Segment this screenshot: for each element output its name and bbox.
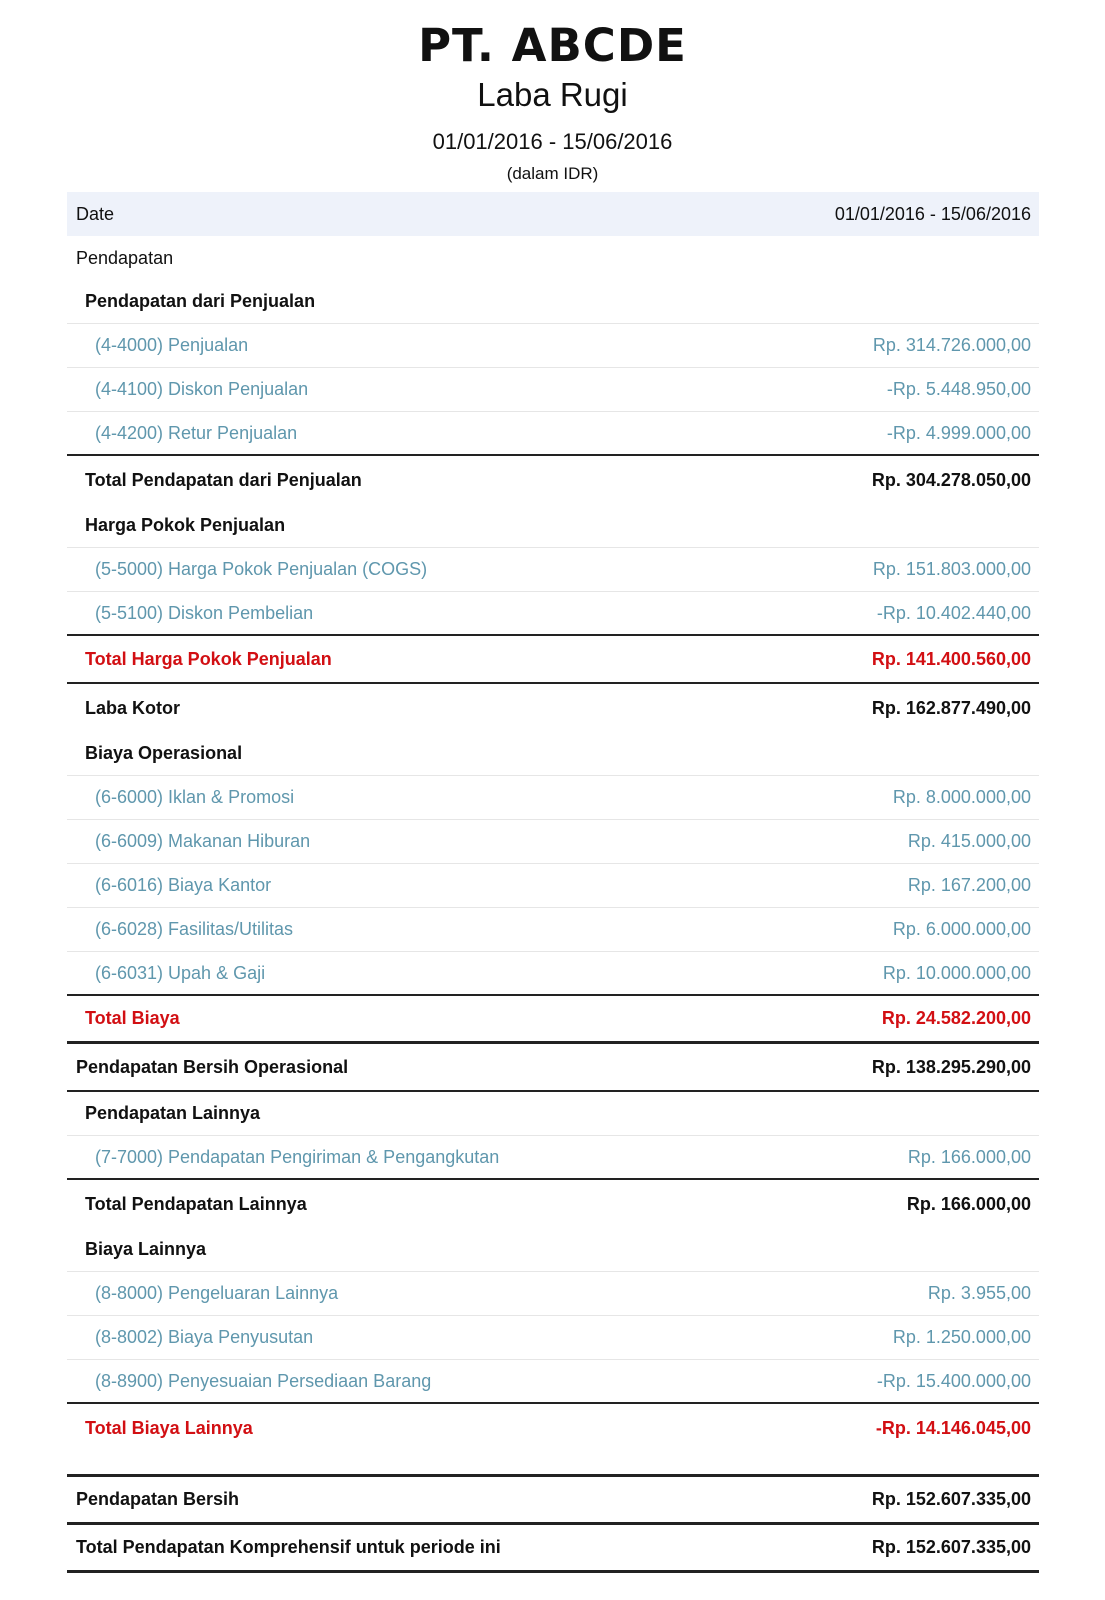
account-link[interactable]: (6-6009) Makanan Hiburan xyxy=(95,831,311,851)
account-row[interactable] xyxy=(67,952,1039,996)
group-pendapatan-penjualan xyxy=(67,280,1039,324)
account-link[interactable]: (8-8900) Penyesuaian Persediaan Barang xyxy=(95,1370,432,1391)
total-label: Total Biaya Lainnya xyxy=(85,1417,253,1438)
account-row[interactable] xyxy=(67,412,1039,456)
total-harga-pokok-penjualan xyxy=(67,636,1039,684)
account-link[interactable]: (4-4200) Retur Penjualan xyxy=(95,422,298,443)
group-harga-pokok-penjualan xyxy=(67,504,1039,548)
account-row[interactable] xyxy=(67,368,1039,412)
group-title: Pendapatan dari Penjualan xyxy=(85,291,316,311)
group-title: Pendapatan Lainnya xyxy=(85,1103,261,1123)
account-row[interactable] xyxy=(67,908,1039,952)
total-komprehensif-label: Total Pendapatan Komprehensif untuk periode ini xyxy=(76,1537,501,1557)
account-link[interactable]: (7-7000) Pendapatan Pengiriman & Pengangkutan xyxy=(95,1146,500,1167)
group-biaya-lainnya xyxy=(67,1228,1039,1272)
account-row[interactable] xyxy=(67,1136,1039,1180)
date-label: Date xyxy=(76,203,115,224)
account-row[interactable] xyxy=(67,1272,1039,1316)
total-pendapatan-penjualan xyxy=(67,456,1039,504)
pendapatan-bersih-operasional-amount: Rp. 138.295.290,00 xyxy=(871,1056,1031,1077)
account-amount: Rp. 1.250.000,00 xyxy=(892,1327,1031,1347)
total-amount: Rp. 304.278.050,00 xyxy=(871,469,1031,490)
account-row[interactable] xyxy=(67,1360,1039,1404)
section-label: Pendapatan xyxy=(76,247,174,268)
pendapatan-bersih-operasional-label: Pendapatan Bersih Operasional xyxy=(76,1056,349,1077)
laba-kotor-label: Laba Kotor xyxy=(85,697,181,718)
account-row[interactable] xyxy=(67,776,1039,820)
laba-kotor-row xyxy=(67,684,1039,732)
account-amount: Rp. 10.000.000,00 xyxy=(882,962,1031,983)
report-period: 01/01/2016 - 15/06/2016 xyxy=(432,129,673,154)
total-biaya-lainnya xyxy=(67,1404,1039,1452)
account-link[interactable]: (8-8002) Biaya Penyusutan xyxy=(95,1327,314,1347)
account-link[interactable]: (6-6000) Iklan & Promosi xyxy=(95,787,295,807)
account-link[interactable]: (5-5000) Harga Pokok Penjualan (COGS) xyxy=(95,559,428,579)
pendapatan-bersih-row xyxy=(67,1477,1039,1525)
account-row[interactable] xyxy=(67,864,1039,908)
profit-loss-table xyxy=(67,192,1039,1573)
group-title: Biaya Operasional xyxy=(85,743,243,763)
group-title: Biaya Lainnya xyxy=(85,1239,207,1259)
account-link[interactable]: (5-5100) Diskon Pembelian xyxy=(95,602,314,623)
laba-kotor-amount: Rp. 162.877.490,00 xyxy=(871,697,1031,718)
total-pendapatan-lainnya xyxy=(67,1180,1039,1228)
account-amount: Rp. 6.000.000,00 xyxy=(892,919,1031,939)
report-title: Laba Rugi xyxy=(477,76,628,113)
account-amount: -Rp. 15.400.000,00 xyxy=(876,1370,1031,1391)
account-amount: Rp. 8.000.000,00 xyxy=(892,787,1031,807)
currency-note: (dalam IDR) xyxy=(506,164,599,183)
account-amount: Rp. 3.955,00 xyxy=(927,1283,1031,1303)
date-header-row xyxy=(67,192,1039,236)
account-amount: Rp. 415.000,00 xyxy=(907,831,1031,851)
total-label: Total Pendapatan dari Penjualan xyxy=(85,469,362,490)
total-amount: -Rp. 14.146.045,00 xyxy=(875,1417,1031,1438)
total-amount: Rp. 24.582.200,00 xyxy=(881,1008,1031,1028)
account-row[interactable] xyxy=(67,1316,1039,1360)
total-amount: Rp. 166.000,00 xyxy=(906,1193,1031,1214)
total-label: Total Pendapatan Lainnya xyxy=(85,1193,307,1214)
account-link[interactable]: (4-4000) Penjualan xyxy=(95,335,249,355)
account-amount: Rp. 167.200,00 xyxy=(907,875,1031,895)
total-komprehensif-row xyxy=(67,1525,1039,1573)
account-row[interactable] xyxy=(67,592,1039,636)
account-amount: Rp. 166.000,00 xyxy=(907,1146,1031,1167)
company-name: PT. ABCDE xyxy=(418,19,687,72)
total-amount: Rp. 141.400.560,00 xyxy=(871,648,1031,669)
pendapatan-bersih-label: Pendapatan Bersih xyxy=(76,1489,240,1509)
total-biaya xyxy=(67,996,1039,1044)
account-link[interactable]: (6-6016) Biaya Kantor xyxy=(95,875,272,895)
pendapatan-bersih-amount: Rp. 152.607.335,00 xyxy=(871,1489,1031,1509)
account-row[interactable] xyxy=(67,548,1039,592)
account-link[interactable]: (6-6028) Fasilitas/Utilitas xyxy=(95,919,294,939)
total-komprehensif-amount: Rp. 152.607.335,00 xyxy=(871,1537,1031,1557)
account-amount: Rp. 314.726.000,00 xyxy=(872,335,1031,355)
account-link[interactable]: (4-4100) Diskon Penjualan xyxy=(95,379,309,399)
account-row[interactable] xyxy=(67,324,1039,368)
section-pendapatan xyxy=(67,236,1039,280)
account-amount: -Rp. 4.999.000,00 xyxy=(886,422,1031,443)
account-amount: -Rp. 10.402.440,00 xyxy=(876,602,1031,623)
account-row[interactable] xyxy=(67,820,1039,864)
account-amount: -Rp. 5.448.950,00 xyxy=(886,379,1031,399)
account-amount: Rp. 151.803.000,00 xyxy=(872,559,1031,579)
group-pendapatan-lainnya xyxy=(67,1092,1039,1136)
group-title: Harga Pokok Penjualan xyxy=(85,515,286,535)
group-biaya-operasional xyxy=(67,732,1039,776)
account-link[interactable]: (6-6031) Upah & Gaji xyxy=(95,962,266,983)
total-label: Total Biaya xyxy=(85,1008,180,1028)
section-divider xyxy=(67,1452,1039,1477)
pendapatan-bersih-operasional-row xyxy=(67,1044,1039,1092)
total-label: Total Harga Pokok Penjualan xyxy=(85,648,332,669)
account-link[interactable]: (8-8000) Pengeluaran Lainnya xyxy=(95,1283,339,1303)
date-value: 01/01/2016 - 15/06/2016 xyxy=(834,203,1031,224)
